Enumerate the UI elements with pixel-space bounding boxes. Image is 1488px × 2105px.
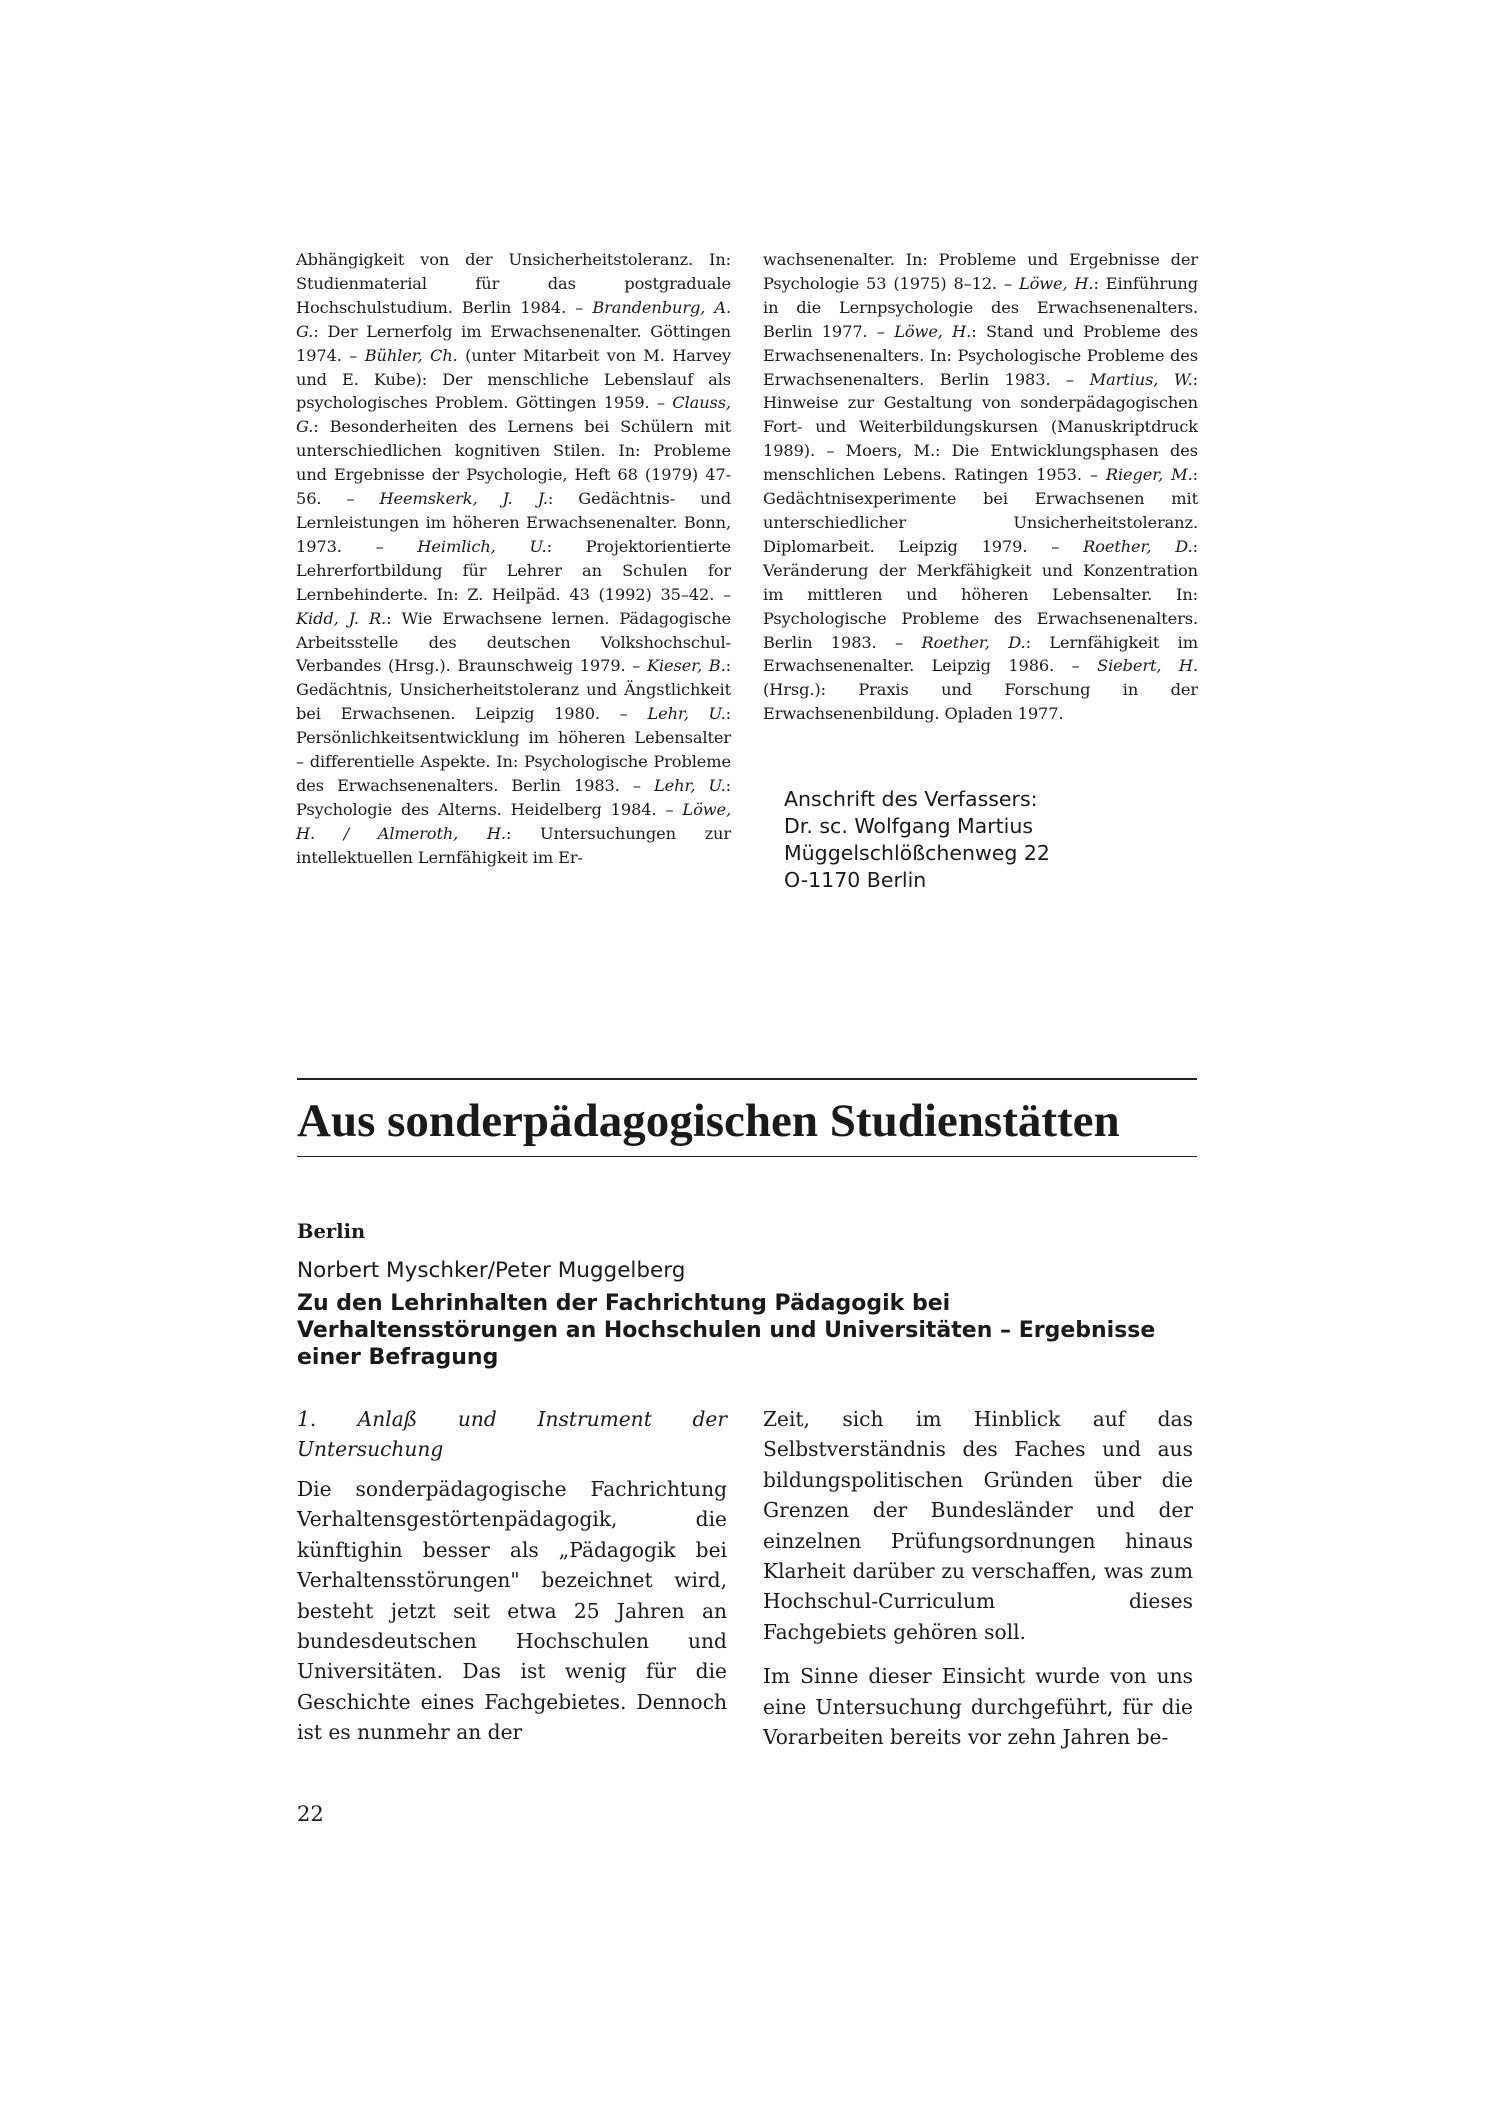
cited-author-name: Roether, D. (1083, 536, 1193, 556)
section-rule-bottom (297, 1156, 1197, 1157)
article-authors: Norbert Myschker/Peter Muggelberg (297, 1258, 686, 1283)
references-left-column (296, 248, 731, 870)
author-address (784, 786, 1050, 894)
cited-author-name: Rieger, M. (1105, 465, 1193, 485)
section-title: Aus sonderpädagogischen Studienstätten (297, 1095, 1120, 1147)
body-left-paragraph: Die sonderpädagogische Fachrichtung Verhaltensgestörtenpädagogik, die künftighin besser als „Pädagogik bei Verhaltensstörungen" bezeichnet wird, besteht jetzt seit etwa 25 Jahren an bundesdeutschen Hochschulen und Universitäten. Das ist wenig für die Geschichte eines Fachgebietes. Dennoch ist es nunmehr an der (297, 1477, 727, 1745)
cited-author-name: Kidd, J. R. (296, 608, 387, 628)
cited-author-name: Löwe, H. (894, 321, 972, 341)
cited-author-name: Lehr, U. (647, 704, 726, 724)
page-number: 22 (297, 1802, 324, 1826)
section-rule-top (297, 1078, 1197, 1080)
cited-author-name: Bühler, Ch. (364, 345, 458, 365)
cited-author-name: Löwe, H. (1018, 273, 1094, 293)
body-right-paragraph-1: Zeit, sich im Hinblick auf das Selbstverständnis des Faches und aus bildungspolitischen Gründen über die Grenzen der Bundesländer und der einzelnen Prüfungsordnungen hinaus Klarheit darüber zu verschaffen, was zum Hochschul-Curriculum dieses Fachgebiets gehören soll. (763, 1407, 1193, 1644)
references-left-text: Abhängigkeit von der Unsicherheitstoleranz. In: Studienmaterial für das postgraduale Hochschulstudium. Berlin 1984. – Brandenburg, A. G.: Der Lernerfolg im Erwachsenenalter. Göttingen 1974. – Bühler, Ch. (unter Mitarbeit von M. Harvey und E. Kube): Der menschliche Lebenslauf als psychologisches Problem. Göttingen 1959. – Clauss, G.: Besonderheiten des Lernens bei Schülern mit unterschiedlichen kognitiven Stilen. In: Probleme und Ergebnisse der Psychologie, Heft 68 (1979) 47-56. – Heemskerk, J. J.: Gedächtnis- und Lernleistungen im höheren Erwachsenenalter. Bonn, 1973. – Heimlich, U.: Projektorientierte Lehrerfortbildung für Lehrer an Schulen for Lernbehinderte. In: Z. Heilpäd. 43 (1992) 35–42. – Kidd, J. R.: Wie Erwachsene lernen. Pädagogische Arbeitsstelle des deutschen Volkshochschul-Verbandes (Hrsg.). Braunschweig 1979. – Kieser, B.: Gedächtnis, Unsicherheitstoleranz und Ängstlichkeit bei Erwachsenen. Leipzig 1980. – Lehr, U.: Persönlichkeitsentwicklung im höheren Lebensalter – differentielle Aspekte. In: Psychologische Probleme des Erwachsenenalters. Berlin 1983. – Lehr, U.: Psychologie des Alterns. Heidelberg 1984. – Löwe, H. / Almeroth, H.: Untersuchungen zur intellektuellen Lernfähigkeit im Er- (296, 250, 732, 867)
cited-author-name: Heimlich, U. (417, 536, 547, 556)
cited-author-name: Brandenburg, A. G. (296, 297, 731, 341)
article-title: Zu den Lehrinhalten der Fachrichtung Pädagogik bei Verhaltensstörungen an Hochschulen und Universitäten – Ergebnisse einer Befragung (297, 1291, 1156, 1370)
cited-author-name: Kieser, B. (646, 656, 726, 676)
cited-author-name: Clauss, G. (296, 393, 731, 437)
location-heading: Berlin (297, 1220, 366, 1243)
references-right-text: wachsenenalter. In: Probleme und Ergebnisse der Psychologie 53 (1975) 8–12. – Löwe, H.: Einführung in die Lernpsychologie des Erwachsenenalters. Berlin 1977. – Löwe, H.: Stand und Probleme des Erwachsenenalters. In: Psychologische Probleme des Erwachsenenalters. Berlin 1983. – Martius, W.: Hinweise zur Gestaltung von sonderpädagogischen Fort- und Weiterbildungskursen (Manuskriptdruck 1989). – Moers, M.: Die Entwicklungsphasen des menschlichen Lebens. Ratingen 1953. – Rieger, M.: Gedächtnisexperimente bei Erwachsenen mit unterschiedlicher Unsicherheitstoleranz. Diplomarbeit. Leipzig 1979. – Roether, D.: Veränderung der Merkfähigkeit und Konzentration im mittleren und höheren Lebensalter. In: Psychologische Probleme des Erwachsenenalters. Berlin 1983. – Roether, D.: Lernfähigkeit im Erwachsenenalter. Leipzig 1986. – Siebert, H. (Hrsg.): Praxis und Forschung in der Erwachsenenbildung. Opladen 1977. (763, 250, 1199, 724)
address-street: Müggelschlößchenweg 22 (784, 841, 1050, 865)
body-right-paragraph-2: Im Sinne dieser Einsicht wurde von uns eine Untersuchung durchgeführt, für die Vorarbeiten bereits vor zehn Jahren be- (763, 1664, 1193, 1750)
cited-author-name: Martius, W. (1089, 369, 1193, 389)
address-city: O-1170 Berlin (784, 868, 927, 892)
body-right-column (763, 1404, 1193, 1752)
cited-author-name: Roether, D. (921, 632, 1026, 652)
cited-author-name: Lehr, U. (654, 775, 726, 795)
section-heading-number: 1. (297, 1407, 317, 1431)
body-left-column (297, 1474, 727, 1748)
address-label: Anschrift des Verfassers: (784, 787, 1038, 811)
section-heading-text: Anlaß und Instrument der Untersuchung (297, 1407, 727, 1461)
cited-author-name: Löwe, H. / Almeroth, H. (296, 799, 731, 843)
section-heading (297, 1404, 727, 1464)
cited-author-name: Siebert, H. (1097, 656, 1198, 676)
references-right-column (763, 248, 1198, 726)
cited-author-name: Heemskerk, J. J. (379, 489, 548, 509)
address-name: Dr. sc. Wolfgang Martius (784, 814, 1034, 838)
